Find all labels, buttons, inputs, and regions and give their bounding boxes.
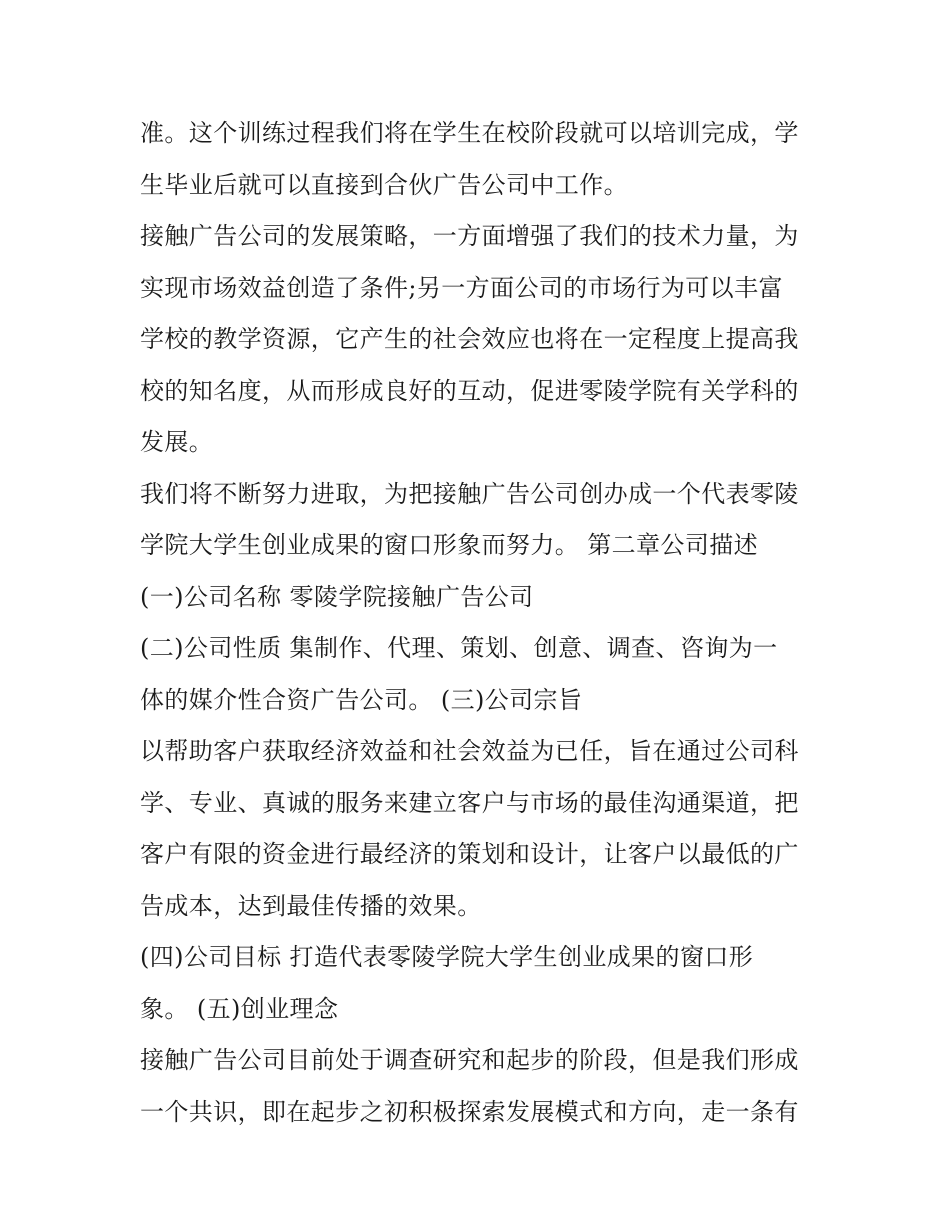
text-line: 象。 (五)创业理念 — [140, 994, 339, 1023]
text-line: 实现市场效益创造了条件;另一方面公司的市场行为可以丰富 — [140, 273, 783, 302]
body-text — [140, 108, 820, 1138]
text-line: 客户有限的资金进行最经济的策划和设计，让客户以最低的广 — [140, 840, 799, 868]
text-line: (二)公司性质 集制作、代理、策划、创意、调查、咨询为一 — [140, 634, 778, 662]
text-line: 体的媒介性合资广告公司。 (三)公司宗旨 — [140, 685, 583, 714]
text-line: 一个共识，即在起步之初积极探索发展模式和方向，走一条有 — [140, 1097, 799, 1126]
text-line: 学校的教学资源，它产生的社会效应也将在一定程度上提高我 — [140, 325, 799, 353]
text-line: 我们将不断努力进取，为把接触广告公司创办成一个代表零陵 — [140, 479, 799, 508]
text-line: 接触广告公司的发展策略，一方面增强了我们的技术力量，为 — [140, 222, 799, 250]
text-line: 学、专业、真诚的服务来建立客户与市场的最佳沟通渠道，把 — [140, 788, 799, 817]
text-line: 准。这个训练过程我们将在学生在校阶段就可以培训完成，学 — [140, 119, 799, 147]
text-line: 以帮助客户获取经济效益和社会效益为已任，旨在通过公司科 — [140, 737, 799, 765]
text-line: (一)公司名称 零陵学院接触广告公司 — [140, 582, 534, 611]
text-line: 告成本，达到最佳传播的效果。 — [140, 891, 482, 920]
text-line: 校的知名度，从而形成良好的互动，促进零陵学院有关学科的 — [140, 376, 799, 405]
text-line: 生毕业后就可以直接到合伙广告公司中工作。 — [140, 170, 628, 199]
text-line: (四)公司目标 打造代表零陵学院大学生创业成果的窗口形 — [140, 943, 754, 971]
text-line: 发展。 — [140, 428, 214, 456]
text-line: 接触广告公司目前处于调查研究和起步的阶段，但是我们形成 — [140, 1046, 799, 1074]
text-line: 学院大学生创业成果的窗口形象而努力。 第二章公司描述 — [140, 531, 759, 559]
